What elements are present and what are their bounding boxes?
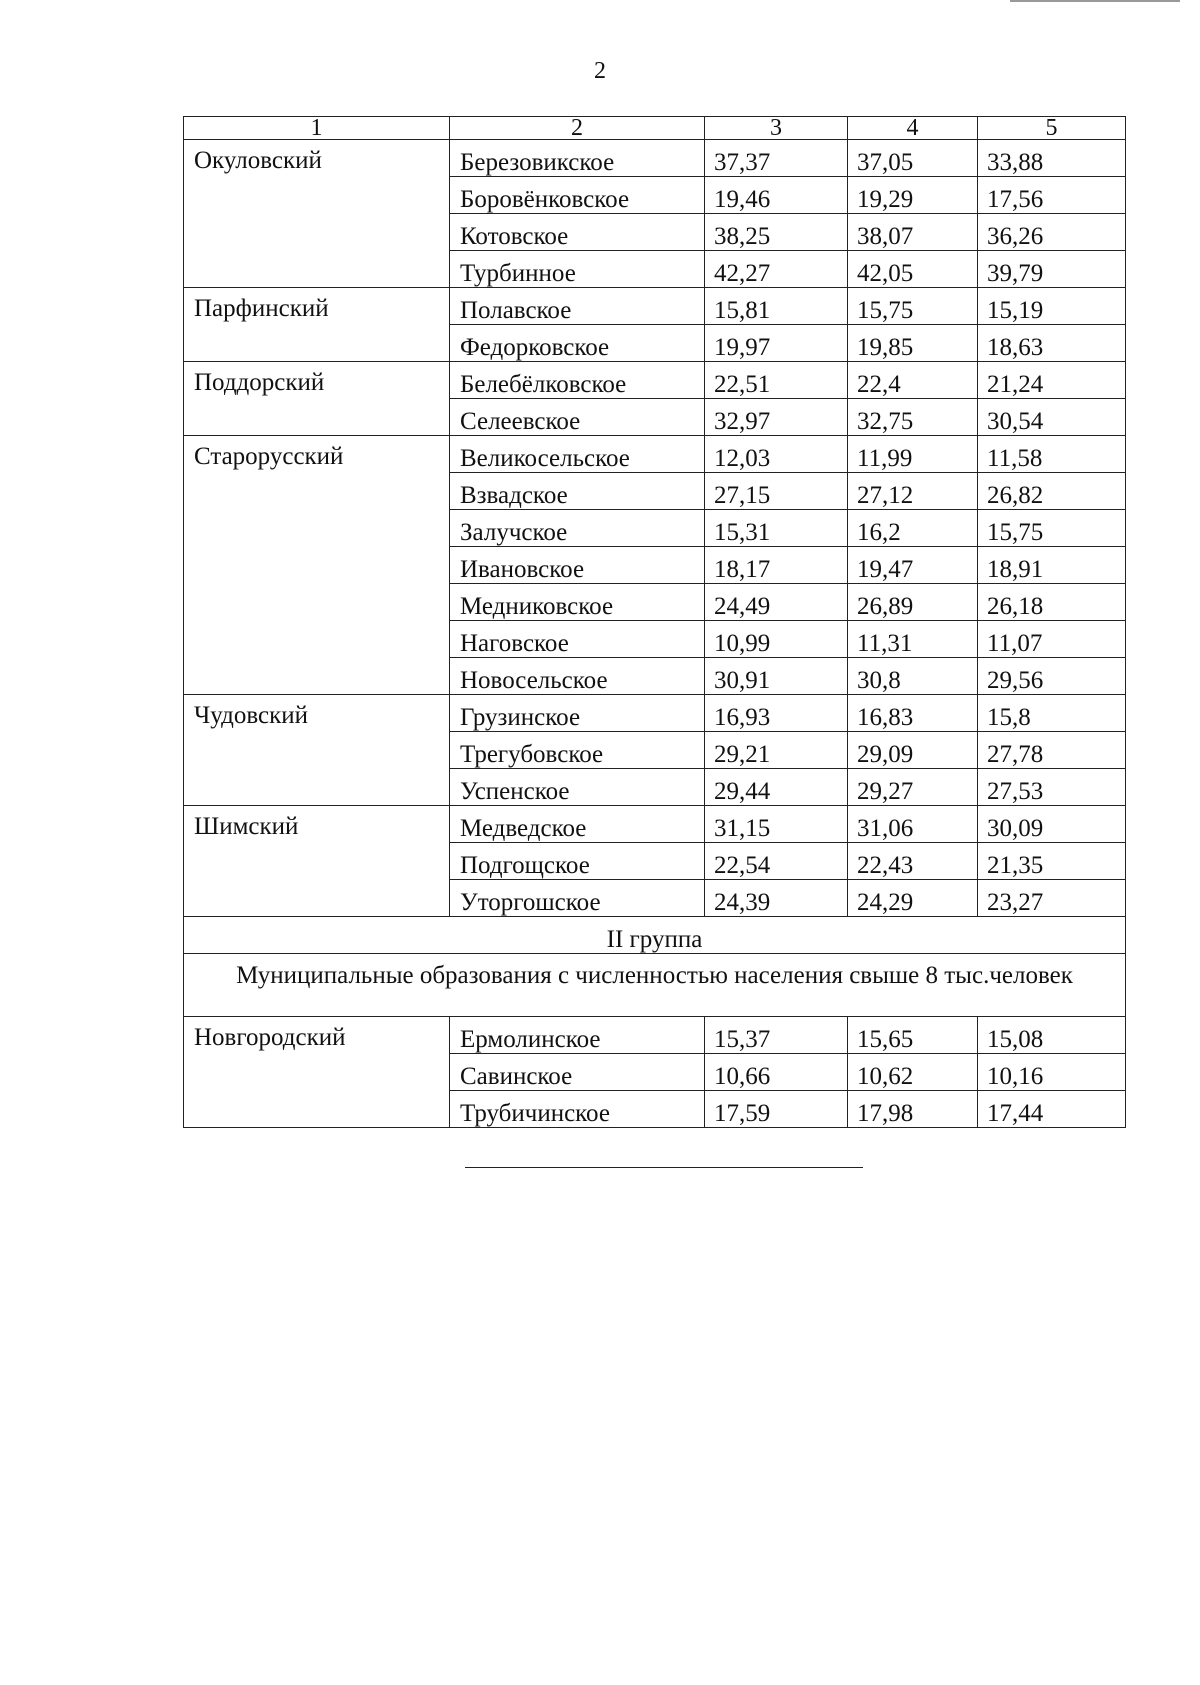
settlement-cell: Медниковское	[450, 584, 705, 621]
value-cell-5: 10,16	[978, 1054, 1126, 1091]
value-cell-5: 23,27	[978, 880, 1126, 917]
value-cell-5: 18,91	[978, 547, 1126, 584]
value-cell-4: 10,62	[848, 1054, 978, 1091]
value-cell-3: 32,97	[705, 399, 848, 436]
value-cell-5: 17,56	[978, 177, 1126, 214]
settlement-cell: Залучское	[450, 510, 705, 547]
value-cell-4: 37,05	[848, 140, 978, 177]
closing-rule	[465, 1167, 863, 1168]
settlement-cell: Березовикское	[450, 140, 705, 177]
value-cell-3: 27,15	[705, 473, 848, 510]
settlement-cell: Великосельское	[450, 436, 705, 473]
value-cell-3: 22,54	[705, 843, 848, 880]
settlement-cell: Грузинское	[450, 695, 705, 732]
value-cell-4: 19,29	[848, 177, 978, 214]
value-cell-5: 26,18	[978, 584, 1126, 621]
settlement-cell: Трегубовское	[450, 732, 705, 769]
value-cell-4: 27,12	[848, 473, 978, 510]
header-cell-4: 4	[848, 117, 978, 140]
value-cell-5: 27,53	[978, 769, 1126, 806]
group-description-row	[184, 954, 1126, 1017]
value-cell-3: 42,27	[705, 251, 848, 288]
scan-corner-mark	[1010, 0, 1180, 2]
value-cell-4: 38,07	[848, 214, 978, 251]
settlement-cell: Котовское	[450, 214, 705, 251]
value-cell-3: 15,37	[705, 1017, 848, 1054]
district-cell: Поддорский	[184, 362, 450, 436]
value-cell-3: 24,49	[705, 584, 848, 621]
value-cell-3: 30,91	[705, 658, 848, 695]
value-cell-5: 18,63	[978, 325, 1126, 362]
value-cell-3: 15,31	[705, 510, 848, 547]
page-number: 2	[594, 58, 606, 84]
value-cell-5: 17,44	[978, 1091, 1126, 1128]
value-cell-5: 11,07	[978, 621, 1126, 658]
settlement-cell: Федорковское	[450, 325, 705, 362]
group-description: Муниципальные образования с численностью населения свыше 8 тыс.человек	[184, 954, 1126, 1017]
value-cell-4: 19,47	[848, 547, 978, 584]
settlement-cell: Селеевское	[450, 399, 705, 436]
data-table	[183, 116, 1126, 1128]
settlement-cell: Подгощское	[450, 843, 705, 880]
table-row	[184, 436, 1126, 473]
value-cell-3: 12,03	[705, 436, 848, 473]
value-cell-3: 29,21	[705, 732, 848, 769]
value-cell-3: 16,93	[705, 695, 848, 732]
settlement-cell: Ивановское	[450, 547, 705, 584]
table-row	[184, 1017, 1126, 1054]
value-cell-3: 18,17	[705, 547, 848, 584]
value-cell-3: 31,15	[705, 806, 848, 843]
header-row	[184, 117, 1126, 140]
value-cell-4: 22,43	[848, 843, 978, 880]
value-cell-4: 16,83	[848, 695, 978, 732]
settlement-cell: Успенское	[450, 769, 705, 806]
value-cell-4: 26,89	[848, 584, 978, 621]
value-cell-5: 26,82	[978, 473, 1126, 510]
value-cell-4: 32,75	[848, 399, 978, 436]
settlement-cell: Ермолинское	[450, 1017, 705, 1054]
table-row	[184, 288, 1126, 325]
value-cell-5: 15,8	[978, 695, 1126, 732]
settlement-cell: Трубичинское	[450, 1091, 705, 1128]
district-cell: Шимский	[184, 806, 450, 917]
settlement-cell: Белебёлковское	[450, 362, 705, 399]
district-cell: Новгородский	[184, 1017, 450, 1128]
table-row	[184, 806, 1126, 843]
value-cell-4: 29,09	[848, 732, 978, 769]
value-cell-5: 21,24	[978, 362, 1126, 399]
header-cell-5: 5	[978, 117, 1126, 140]
header-cell-1: 1	[184, 117, 450, 140]
settlement-cell: Боровёнковское	[450, 177, 705, 214]
settlement-cell: Наговское	[450, 621, 705, 658]
value-cell-4: 42,05	[848, 251, 978, 288]
settlement-cell: Савинское	[450, 1054, 705, 1091]
value-cell-3: 29,44	[705, 769, 848, 806]
settlement-cell: Новосельское	[450, 658, 705, 695]
district-cell: Парфинский	[184, 288, 450, 362]
settlement-cell: Взвадское	[450, 473, 705, 510]
group-title: II группа	[184, 917, 1126, 954]
district-cell: Старорусский	[184, 436, 450, 695]
value-cell-3: 10,66	[705, 1054, 848, 1091]
value-cell-3: 38,25	[705, 214, 848, 251]
value-cell-3: 17,59	[705, 1091, 848, 1128]
value-cell-4: 11,31	[848, 621, 978, 658]
value-cell-5: 15,08	[978, 1017, 1126, 1054]
settlement-cell: Уторгошское	[450, 880, 705, 917]
value-cell-5: 15,19	[978, 288, 1126, 325]
value-cell-5: 11,58	[978, 436, 1126, 473]
value-cell-4: 16,2	[848, 510, 978, 547]
value-cell-3: 10,99	[705, 621, 848, 658]
value-cell-5: 36,26	[978, 214, 1126, 251]
value-cell-4: 29,27	[848, 769, 978, 806]
value-cell-3: 19,46	[705, 177, 848, 214]
value-cell-4: 31,06	[848, 806, 978, 843]
table-row	[184, 140, 1126, 177]
value-cell-5: 27,78	[978, 732, 1126, 769]
district-cell: Окуловский	[184, 140, 450, 288]
value-cell-4: 22,4	[848, 362, 978, 399]
settlement-cell: Полавское	[450, 288, 705, 325]
value-cell-5: 30,54	[978, 399, 1126, 436]
settlement-cell: Медведское	[450, 806, 705, 843]
district-cell: Чудовский	[184, 695, 450, 806]
value-cell-5: 33,88	[978, 140, 1126, 177]
value-cell-5: 29,56	[978, 658, 1126, 695]
value-cell-4: 11,99	[848, 436, 978, 473]
settlement-cell: Турбинное	[450, 251, 705, 288]
value-cell-4: 15,65	[848, 1017, 978, 1054]
value-cell-3: 37,37	[705, 140, 848, 177]
value-cell-3: 24,39	[705, 880, 848, 917]
header-cell-2: 2	[450, 117, 705, 140]
value-cell-4: 17,98	[848, 1091, 978, 1128]
value-cell-5: 21,35	[978, 843, 1126, 880]
group-title-row	[184, 917, 1126, 954]
value-cell-4: 24,29	[848, 880, 978, 917]
value-cell-4: 19,85	[848, 325, 978, 362]
header-cell-3: 3	[705, 117, 848, 140]
table-row	[184, 695, 1126, 732]
value-cell-3: 22,51	[705, 362, 848, 399]
value-cell-5: 30,09	[978, 806, 1126, 843]
table-body	[184, 117, 1126, 1128]
value-cell-5: 39,79	[978, 251, 1126, 288]
value-cell-3: 15,81	[705, 288, 848, 325]
value-cell-4: 30,8	[848, 658, 978, 695]
table-row	[184, 362, 1126, 399]
value-cell-3: 19,97	[705, 325, 848, 362]
value-cell-4: 15,75	[848, 288, 978, 325]
value-cell-5: 15,75	[978, 510, 1126, 547]
